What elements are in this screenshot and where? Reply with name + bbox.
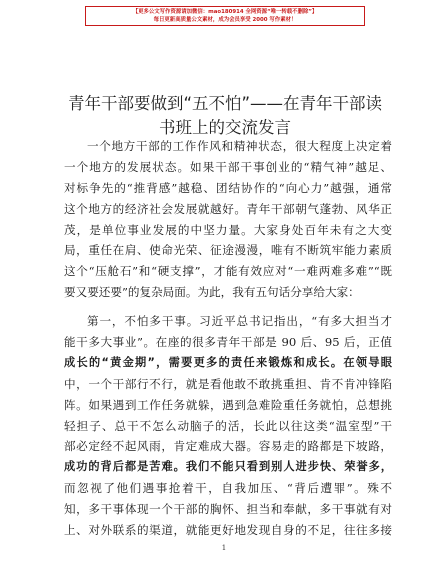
text-line: 中，一个干部行不行，就是看他敢不敢挑重担、肯不肯冲锋陷 <box>64 376 392 391</box>
text-line: 局，重任在肩、使命光荣、征途漫漫，唯有不断筑牢能力素质 <box>64 243 392 258</box>
text-line: 轻担子、总干不怎么动脑子的活，长此以往这类“温室型”干 <box>64 418 392 433</box>
text-line: 要又要还要”的复杂局面。为此，我有五句话分享给大家： <box>64 285 360 300</box>
text-line: 一个地方干部的工作作风和精神状态，很大程度上决定着 <box>87 139 392 153</box>
document-body <box>64 136 392 541</box>
text-line: 部必定经不起风雨，肯定难成大器。容易走的路都是下坡路， <box>64 439 392 454</box>
promo-banner <box>85 6 365 26</box>
document-title <box>60 92 390 140</box>
title-line-1: 青年干部要做到“五不怕”——在青年干部读 <box>67 94 383 113</box>
promo-banner-line-2: 每日更新高质量公文素材，成为会员享受 2000 写作素材！ <box>153 17 297 23</box>
text-line: 第一，不怕多干事。习近平总书记指出，“有多大担当才 <box>87 314 392 329</box>
page-number: 1 <box>221 544 227 552</box>
text-line: 能干多大事业”。在座的很多青年干部是 90 后、95 后，正值 <box>64 335 392 350</box>
text-line: 这个“压舱石”和“硬支撑”，才能有效应对“一难两难多难”“既 <box>64 264 392 279</box>
text-line: 阵。如果遇到工作任务就躲，遇到急难险重任务就怕，总想挑 <box>64 397 392 412</box>
paragraph-first-point <box>64 311 392 541</box>
text-line: 知，多干事体现一个干部的胸怀、担当和奉献，多干事就有对 <box>64 502 392 517</box>
text-line-emphasis: 成长的“黄金期”，需要更多的责任来锻炼和成长。在领导眼 <box>64 355 392 369</box>
text-line: 上、对外联系的渠道，就能更好地发现自身的不足，往往多接 <box>64 523 392 538</box>
text-line-emphasis: 成功的背后都是苦难。我们不能只看到别人进步快、荣誉多， <box>64 460 392 474</box>
text-line: 而忽视了他们遇事抢着干，自我加压、“背后遭罪”。殊不 <box>64 481 392 496</box>
text-line: 一个地方的发展状态。如果干部干事创业的“精气神”越足、 <box>64 159 392 174</box>
text-line: 对标争先的“推背感”越稳、团结协作的“向心力”越强，通常 <box>64 180 392 195</box>
title-line-2: 书班上的交流发言 <box>159 118 291 137</box>
text-line: 这个地方的经济社会发展就越好。青年干部朝气蓬勃、风华正 <box>64 201 392 216</box>
text-line: 茂，是单位事业发展的中坚力量。大家身处百年未有之大变 <box>64 222 392 237</box>
promo-banner-line-1: 【更多公文写作资源请加微信：mao180914 全网资源“唯一转载不删除”】 <box>132 9 318 15</box>
paragraph-intro <box>64 136 392 303</box>
